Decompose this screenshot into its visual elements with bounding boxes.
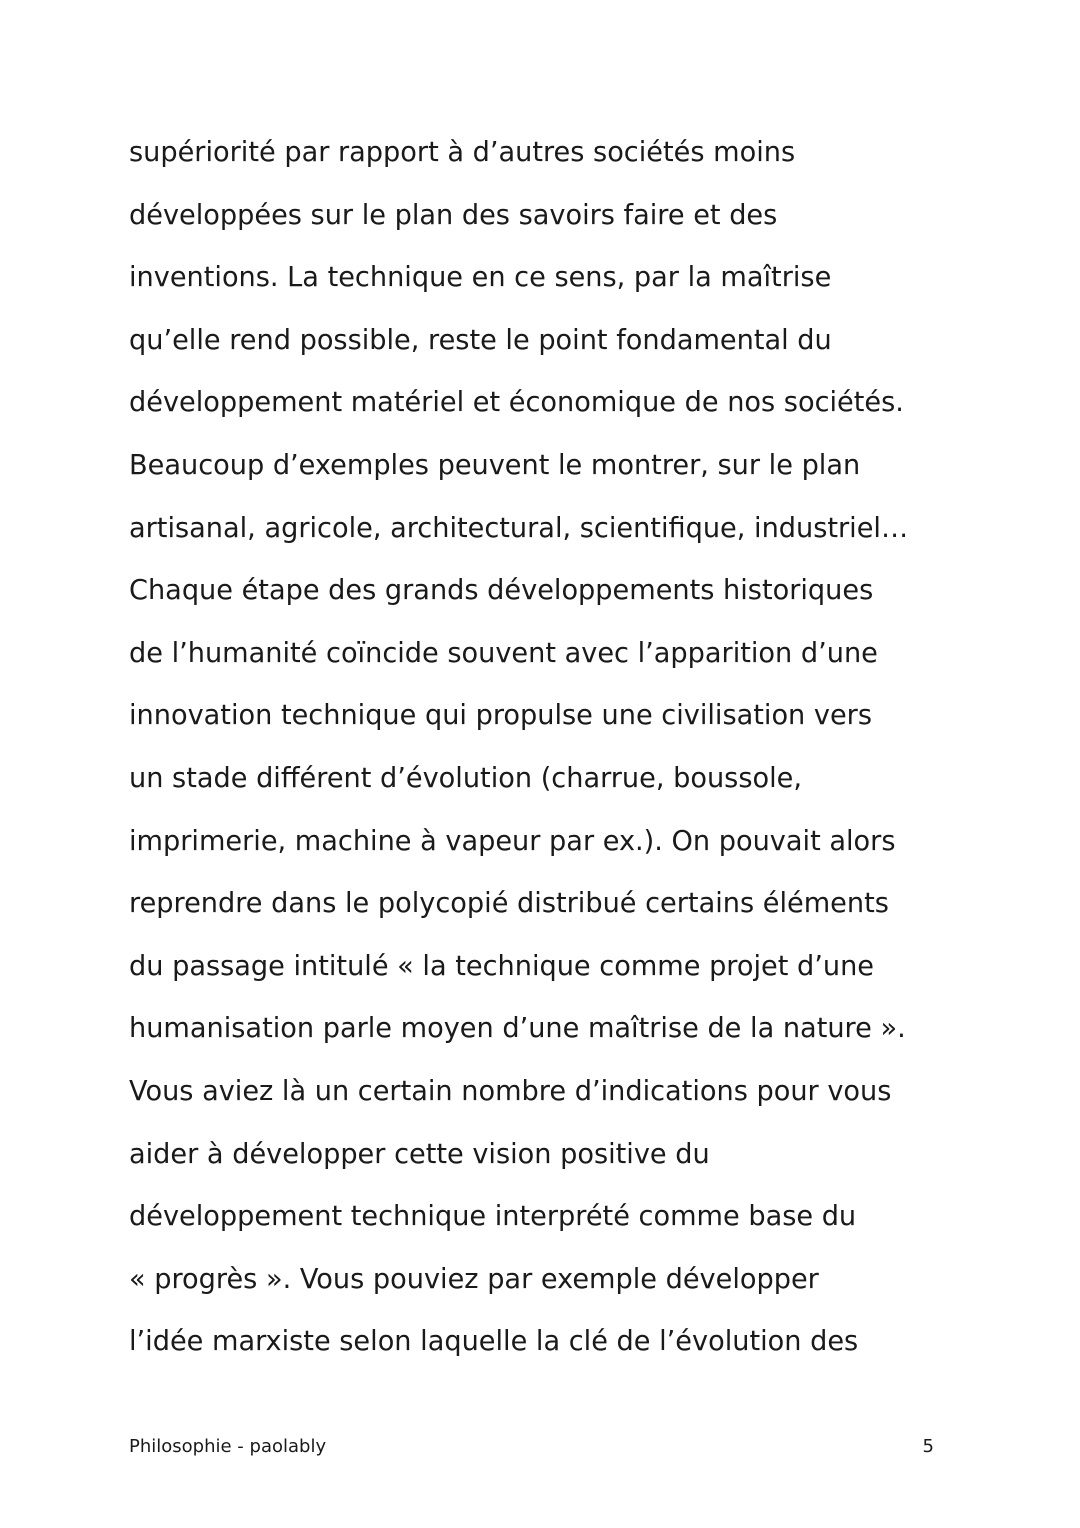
text-line-11: un stade différent d’évolution (charrue, boussole, bbox=[129, 762, 802, 794]
text-line-1: supériorité par rapport à d’autres sociétés moins bbox=[129, 137, 796, 168]
text-line-8: Chaque étape des grands développements historiques bbox=[129, 575, 874, 607]
text-line-10: innovation technique qui propulse une civilisation vers bbox=[129, 700, 872, 732]
text-line-18: développement technique interprété comme base du bbox=[129, 1201, 857, 1233]
text-line-4: qu’elle rend possible, reste le point fondamental du bbox=[129, 324, 832, 356]
footer-label: Philosophie - paolably bbox=[129, 1436, 327, 1457]
page-number: 5 bbox=[922, 1436, 934, 1457]
text-line-20: l’idée marxiste selon laquelle la clé de l’évolution des bbox=[129, 1326, 859, 1358]
text-line-6: Beaucoup d’exemples peuvent le montrer, sur le plan bbox=[129, 449, 861, 481]
text-line-13: reprendre dans le polycopié distribué certains éléments bbox=[129, 888, 889, 920]
text-line-19: « progrès ». Vous pouviez par exemple développer bbox=[129, 1263, 819, 1295]
text-line-12: imprimerie, machine à vapeur par ex.). On pouvait alors bbox=[129, 825, 896, 857]
text-line-3: inventions. La technique en ce sens, par la maîtrise bbox=[129, 262, 832, 294]
text-line-2: développées sur le plan des savoirs faire et des bbox=[129, 199, 778, 231]
text-line-17: aider à développer cette vision positive du bbox=[129, 1138, 710, 1170]
text-line-5: développement matériel et économique de nos sociétés. bbox=[129, 387, 904, 419]
text-line-7: artisanal, agricole, architectural, scientifique, industriel… bbox=[129, 512, 909, 544]
text-line-15: humanisation parle moyen d’une maîtrise de la nature ». bbox=[129, 1013, 906, 1045]
text-line-14: du passage intitulé « la technique comme projet d’une bbox=[129, 950, 875, 982]
body-text bbox=[129, 122, 989, 1374]
text-line-16: Vous aviez là un certain nombre d’indications pour vous bbox=[129, 1075, 892, 1107]
text-line-9: de l’humanité coïncide souvent avec l’apparition d’une bbox=[129, 637, 878, 669]
